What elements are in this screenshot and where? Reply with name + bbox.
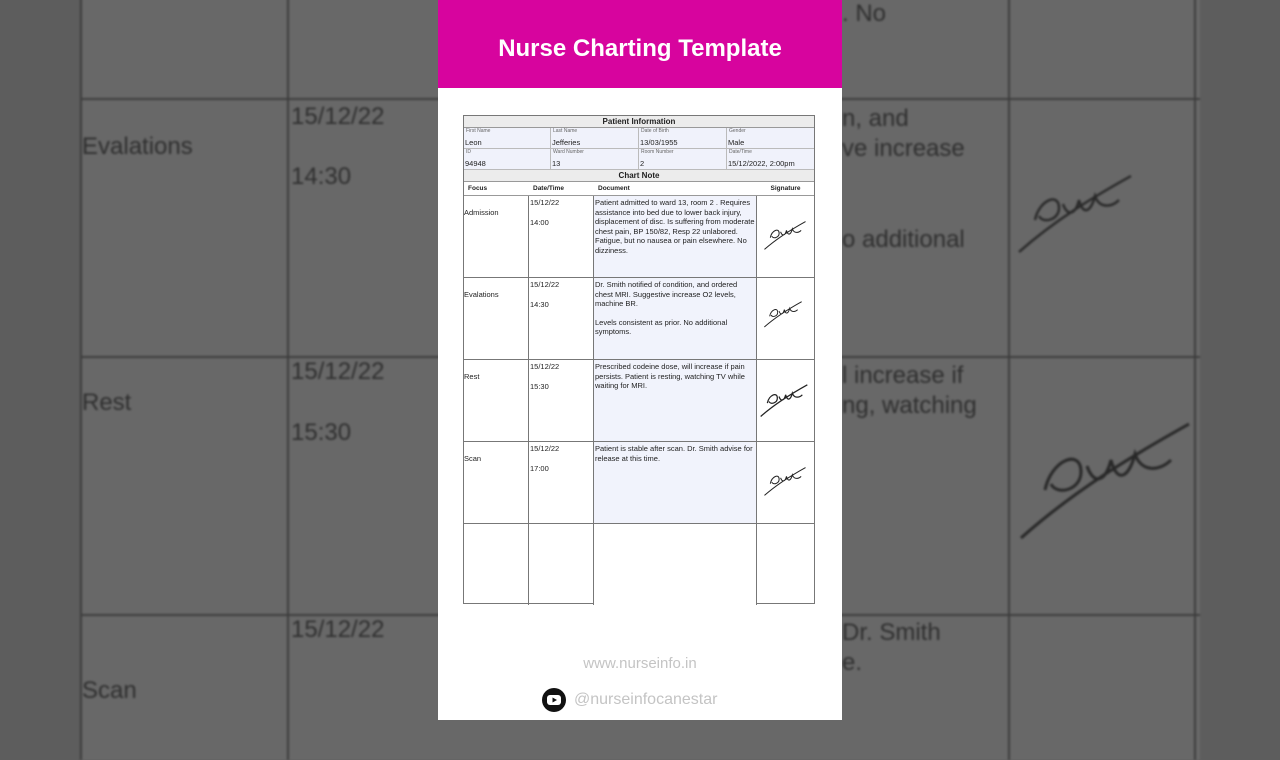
youtube-icon xyxy=(542,688,566,712)
bg-text: ve increase xyxy=(842,135,965,162)
table-row xyxy=(464,278,814,360)
entry-signature xyxy=(757,442,814,523)
table-row xyxy=(464,442,814,524)
bg-text: Evalations xyxy=(82,133,193,160)
table-row xyxy=(464,360,814,442)
signature-icon xyxy=(763,460,807,500)
field-first-name: First Name Leon xyxy=(464,128,551,148)
field-id: ID 94948 xyxy=(464,149,551,169)
bg-text: 15/12/22 xyxy=(291,103,385,130)
bg-text: 15/12/22 xyxy=(291,616,385,643)
bg-text: Dr. Smith xyxy=(842,619,941,646)
bg-text: n, and xyxy=(842,105,909,132)
bg-text: . No xyxy=(842,0,887,27)
entry-date: 15/12/22 xyxy=(530,362,560,371)
entry-date: 15/12/22 xyxy=(530,444,560,453)
table-row xyxy=(464,196,814,278)
entry-document-text: Patient admitted to ward 13, room 2 . Requires assistance into bed due to lower back injury, displacement of disc. Is suffering from moderate chest pain, BP 150/82, Resp 22 unlabored. Fatigue, but no nausea or pain elsewhere. No dizziness. xyxy=(595,198,755,255)
table-row xyxy=(464,524,814,605)
entry-datetime-empty xyxy=(529,524,594,605)
entry-document-text: Dr. Smith notified of condition, and ordered chest MRI. Suggestive increase O2 levels, machine BR. xyxy=(595,280,738,309)
entry-signature xyxy=(757,360,814,441)
entry-time: 14:30 xyxy=(530,300,549,309)
charting-form xyxy=(463,115,815,604)
entry-document xyxy=(594,442,757,523)
entry-signature xyxy=(757,196,814,277)
patient-info-row xyxy=(464,149,814,170)
template-card xyxy=(438,0,842,720)
entry-datetime xyxy=(529,442,594,523)
entry-time: 17:00 xyxy=(530,464,549,473)
bg-text: ng, watching xyxy=(842,392,977,419)
banner-title: Nurse Charting Template xyxy=(438,0,842,88)
entry-document-text: Levels consistent as prior. No additional symptoms. xyxy=(595,317,728,337)
entry-time: 14:00 xyxy=(530,218,549,227)
entry-datetime xyxy=(529,196,594,277)
entry-date: 15/12/22 xyxy=(530,280,560,289)
field-last-name: Last Name Jefferies xyxy=(551,128,639,148)
chart-entries xyxy=(464,196,814,605)
entry-document xyxy=(594,278,757,359)
patient-info-row xyxy=(464,128,814,149)
field-gender: Gender Male xyxy=(727,128,814,148)
entry-focus-empty xyxy=(464,524,529,605)
entry-focus: Scan xyxy=(464,442,529,523)
entry-document xyxy=(594,196,757,277)
bg-text: 15:30 xyxy=(291,419,352,446)
bg-text: l increase if xyxy=(842,362,964,389)
col-signature: Signature xyxy=(770,185,801,192)
bg-text: 15/12/22 xyxy=(291,358,385,385)
website-url[interactable]: www.nurseinfo.in xyxy=(583,655,697,672)
entry-time: 15:30 xyxy=(530,382,549,391)
bg-text: Rest xyxy=(82,389,132,416)
entry-document-text: Patient is stable after scan. Dr. Smith advise for release at this time. xyxy=(595,444,753,463)
bg-signature xyxy=(1015,160,1135,260)
entry-focus: Rest xyxy=(464,360,529,441)
bg-signature xyxy=(1015,400,1195,550)
signature-icon xyxy=(763,296,803,330)
col-datetime: Date/Time xyxy=(533,185,564,192)
entry-datetime xyxy=(529,360,594,441)
entry-document-empty xyxy=(594,524,757,605)
entry-signature-empty xyxy=(757,524,814,605)
signature-icon xyxy=(763,214,807,254)
chart-note-heading: Chart Note xyxy=(464,170,814,182)
field-ward-number: Ward Number 13 xyxy=(551,149,639,169)
field-dob: Date of Birth 13/03/1955 xyxy=(639,128,727,148)
patient-info-heading: Patient Information xyxy=(464,116,814,128)
bg-text: Scan xyxy=(82,677,137,704)
entry-document xyxy=(594,360,757,441)
field-date-time: Date/Time 15/12/2022, 2:00pm xyxy=(727,149,814,169)
entry-focus: Evalations xyxy=(464,278,529,359)
col-document: Document xyxy=(598,185,630,192)
bg-text: 14:30 xyxy=(291,163,352,190)
bg-text: e. xyxy=(842,649,863,676)
channel-handle[interactable] xyxy=(542,688,717,712)
entry-signature xyxy=(757,278,814,359)
bg-text: o additional xyxy=(842,226,965,253)
entry-date: 15/12/22 xyxy=(530,198,560,207)
col-focus: Focus xyxy=(468,185,488,192)
entry-document-text: Prescribed codeine dose, will increase if pain persists. Patient is resting, watching TV while waiting for MRI. xyxy=(595,362,745,391)
signature-icon xyxy=(759,376,809,422)
column-headers xyxy=(464,182,814,196)
channel-handle-text: @nurseinfocanestar xyxy=(574,691,718,708)
entry-focus: Admission xyxy=(464,196,529,277)
entry-datetime xyxy=(529,278,594,359)
field-room-number: Room Number 2 xyxy=(639,149,727,169)
